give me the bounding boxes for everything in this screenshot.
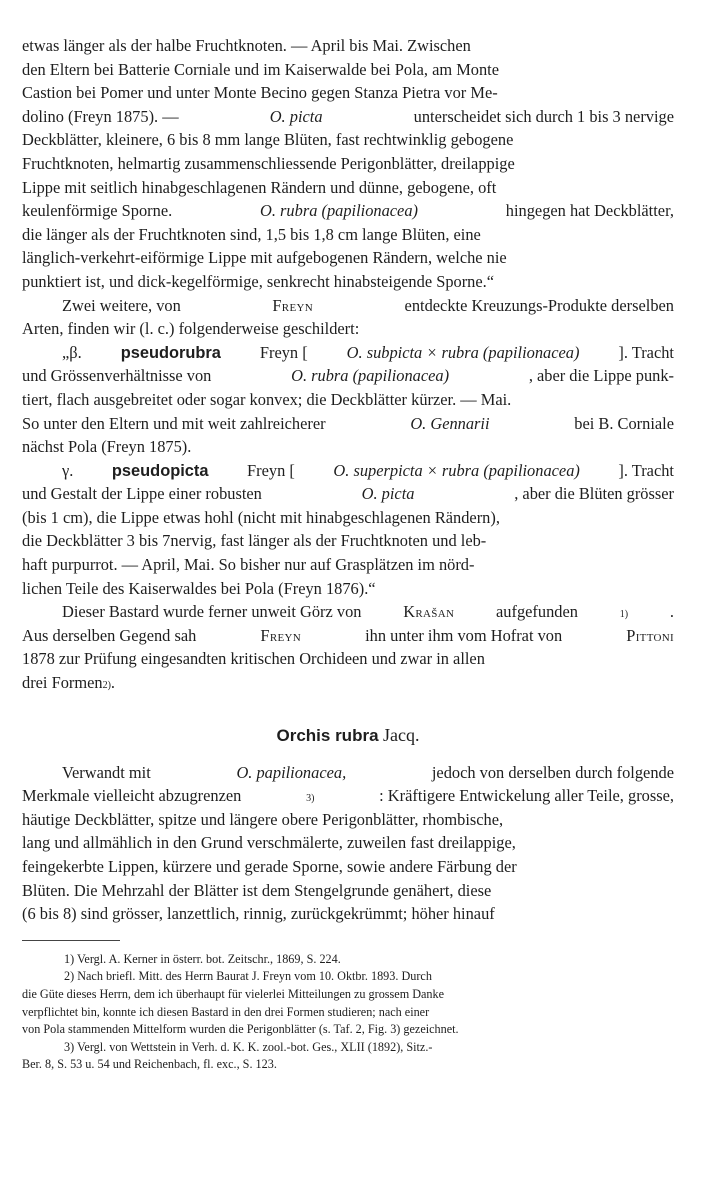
text-run: von Pola stammenden Mittelform wurden die Perigonblätter (s. Taf. 2, Fig. 3) gezeichnet. — [22, 1022, 459, 1037]
text-run: und Gestalt der Lippe einer robusten — [22, 484, 262, 504]
text-run: O. Gennarii — [410, 413, 490, 433]
text-run: Ber. 8, S. 53 u. 54 und Reichenbach, fl. exc., S. 123. — [22, 1057, 277, 1072]
book-page — [22, 34, 674, 1074]
text-run: , aber die Lippe punk- — [528, 366, 674, 386]
text-run: dolino (Freyn 1875). — — [22, 106, 179, 126]
section-line — [22, 831, 674, 855]
text-run: (6 bis 8) sind grösser, lanzettlich, rinnig, zurückgekrümmt; höher hinauf — [22, 904, 495, 924]
text-run: O. picta — [269, 106, 323, 126]
text-run: „β. — [62, 342, 82, 362]
footnote-line — [22, 1056, 674, 1074]
body-line — [22, 270, 674, 294]
body-line — [22, 553, 674, 577]
body-line: drei Formen 2) . — [22, 671, 674, 695]
text-run: Deckblätter, kleinere, 6 bis 8 mm lange Blüten, fast rechtwinklig gebogene — [22, 130, 514, 150]
footnote-line — [22, 951, 674, 969]
section-line — [22, 855, 674, 879]
section-author: Jacq. — [383, 724, 420, 745]
text-run: entdeckte Kreuzungs-Produkte derselben — [404, 295, 674, 315]
text-run: , aber die Blüten grösser — [514, 484, 674, 504]
text-run: Fruchtknoten, helmartig zusammenschliessende Perigonblätter, dreilappige — [22, 153, 515, 173]
text-run: 1878 zur Prüfung eingesandten kritischen Orchideen und zwar in allen — [22, 649, 485, 669]
section-line — [22, 808, 674, 832]
body-line — [22, 459, 674, 483]
text-run: Merkmale vielleicht abzugrenzen — [22, 786, 242, 806]
text-run: . — [110, 673, 116, 693]
text-run: Blüten. Die Mehrzahl der Blätter ist dem Stengelgrunde genähert, diese — [22, 880, 492, 900]
text-run: Aus derselben Gegend sah — [22, 625, 197, 645]
text-run: etwas länger als der halbe Fruchtknoten. — April bis Mai. Zwischen — [22, 36, 471, 55]
body-line — [22, 81, 674, 105]
text-run: haft purpurrot. — April, Mai. So bisher nur auf Grasplätzen im nörd- — [22, 555, 475, 575]
body-line — [22, 317, 674, 341]
section-line — [22, 879, 674, 903]
text-run: 1) Vergl. A. Kerner in österr. bot. Zeitschr., 1869, S. 224. — [64, 951, 341, 966]
body-line — [22, 482, 674, 506]
text-run: . — [669, 602, 674, 622]
text-run: unterscheidet sich durch 1 bis 3 nervige — [413, 106, 674, 126]
text-run: Pittoni — [626, 625, 674, 645]
body-text — [22, 34, 674, 695]
body-line — [22, 577, 674, 601]
text-run: die Güte dieses Herrn, dem ich überhaupt für vielerlei Mitteilungen zu grossem Danke — [22, 986, 445, 1001]
body-line — [22, 152, 674, 176]
body-line — [22, 246, 674, 270]
text-run: den Eltern bei Batterie Corniale und im Kaiserwalde bei Pola, am Monte — [22, 59, 500, 79]
text-run: lang und allmählich in den Grund verschmälerte, zuweilen fast dreilappige, — [22, 833, 516, 853]
text-run: γ. — [62, 460, 74, 480]
text-run: punktiert ist, und dick-kegelförmige, senkrecht hinabsteigende Sporne.“ — [22, 271, 495, 291]
text-run: pseudopicta — [111, 461, 209, 480]
text-run: ]. Tracht — [618, 342, 674, 362]
text-run: häutige Deckblätter, spitze und längere obere Perigonblätter, rhombische, — [22, 809, 504, 829]
text-run: 3) Vergl. von Wettstein in Verh. d. K. K. zool.-bot. Ges., XLII (1892), Sitz.- — [64, 1039, 433, 1054]
section-line: Merkmale vielleicht abzugrenzen 3) : Kräftigere Entwickelung aller Teile, grosse, — [22, 784, 674, 808]
text-run: feingekerbte Lippen, kürzere und gerade Sporne, sowie andere Färbung der — [22, 857, 517, 876]
text-run: Freyn [ — [247, 460, 295, 480]
text-run: Freyn — [272, 295, 313, 315]
text-run: bei B. Corniale — [574, 413, 674, 433]
text-run: Krašan — [403, 602, 455, 622]
body-line — [22, 223, 674, 247]
body-line — [22, 388, 674, 412]
text-run: O. picta — [361, 484, 415, 504]
body-line — [22, 34, 674, 58]
text-run: pseudorubra — [120, 343, 221, 362]
body-line — [22, 341, 674, 365]
text-run: : Kräftigere Entwickelung aller Teile, grosse, — [379, 786, 674, 806]
section-heading — [22, 719, 674, 751]
text-run: Freyn [ — [259, 342, 308, 362]
text-run: hingegen hat Deckblätter, — [505, 201, 674, 221]
footnotes — [22, 951, 674, 1074]
text-run: So unter den Eltern und mit weit zahlreicherer — [22, 413, 326, 433]
text-run: Verwandt mit — [62, 762, 151, 782]
body-line — [22, 176, 674, 200]
body-line — [22, 58, 674, 82]
body-line — [22, 105, 674, 129]
body-line — [22, 128, 674, 152]
text-run: O. papilionacea, — [236, 762, 347, 782]
text-run: Arten, finden wir (l. c.) folgenderweise geschildert: — [22, 319, 360, 339]
section-line — [22, 902, 674, 926]
text-run: Lippe mit seitlich hinabgeschlagenen Rändern und dünne, gebogene, oft — [22, 177, 497, 197]
text-run: die Deckblätter 3 bis 7nervig, fast länger als der Fruchtknoten und leb- — [22, 531, 487, 551]
body-line — [22, 412, 674, 436]
text-run: jedoch von derselben durch folgende — [431, 762, 674, 782]
text-run: Freyn — [260, 625, 301, 645]
body-line — [22, 364, 674, 388]
text-run: länglich-verkehrt-eiförmige Lippe mit aufgebogenen Rändern, welche nie — [22, 248, 507, 268]
text-run: O. rubra (papilionacea) — [260, 201, 418, 221]
text-run: verpflichtet bin, konnte ich diesen Bastard in den drei Formen studieren; nach einer — [22, 1004, 430, 1019]
body-line — [22, 506, 674, 530]
body-line — [22, 199, 674, 223]
footnote-line — [22, 1039, 674, 1057]
text-run: ]. Tracht — [618, 460, 674, 480]
body-line — [22, 624, 674, 648]
footnote-line — [22, 986, 674, 1004]
footnote-separator — [22, 940, 120, 941]
text-run: ihn unter ihm vom Hofrat von — [365, 625, 563, 645]
footnote-line — [22, 1021, 674, 1039]
footnote-line — [22, 1004, 674, 1022]
text-run: Castion bei Pomer und unter Monte Becino gegen Stanza Pietra vor Me- — [22, 83, 498, 103]
text-run: und Grössenverhältnisse von — [22, 366, 212, 386]
footnote-line — [22, 968, 674, 986]
text-run: O. subpicta × rubra (papilionacea) — [346, 342, 580, 362]
section-species-name: Orchis rubra — [276, 725, 379, 745]
section-line — [22, 761, 674, 785]
text-run: tiert, flach ausgebreitet oder sogar konvex; die Deckblätter kürzer. — Mai. — [22, 389, 512, 409]
body-line — [22, 435, 674, 459]
text-run: keulenförmige Sporne. — [22, 201, 173, 221]
text-run: nächst Pola (Freyn 1875). — [22, 437, 192, 457]
text-run: die länger als der Fruchtknoten sind, 1,5 bis 1,8 cm lange Blüten, eine — [22, 224, 481, 244]
body-line: Dieser Bastard wurde ferner unweit Görz von Krašan aufgefunden 1) . — [22, 600, 674, 624]
text-run: O. superpicta × rubra (papilionacea) — [333, 460, 580, 480]
body-line — [22, 647, 674, 671]
text-run: 2) Nach briefl. Mitt. des Herrn Baurat J. Freyn vom 10. Oktbr. 1893. Durch — [64, 969, 432, 984]
text-run: drei Formen — [22, 673, 103, 693]
text-run: lichen Teile des Kaiserwaldes bei Pola (Freyn 1876).“ — [22, 578, 376, 598]
text-run: (bis 1 cm), die Lippe etwas hohl (nicht mit hinabgeschlagenen Rändern), — [22, 507, 500, 527]
section-text — [22, 761, 674, 926]
text-run: aufgefunden — [496, 602, 578, 622]
text-run: O. rubra (papilionacea) — [291, 366, 450, 386]
body-line — [22, 294, 674, 318]
text-run: Dieser Bastard wurde ferner unweit Görz von — [62, 602, 362, 622]
text-run: Zwei weitere, von — [62, 295, 181, 315]
body-line — [22, 529, 674, 553]
